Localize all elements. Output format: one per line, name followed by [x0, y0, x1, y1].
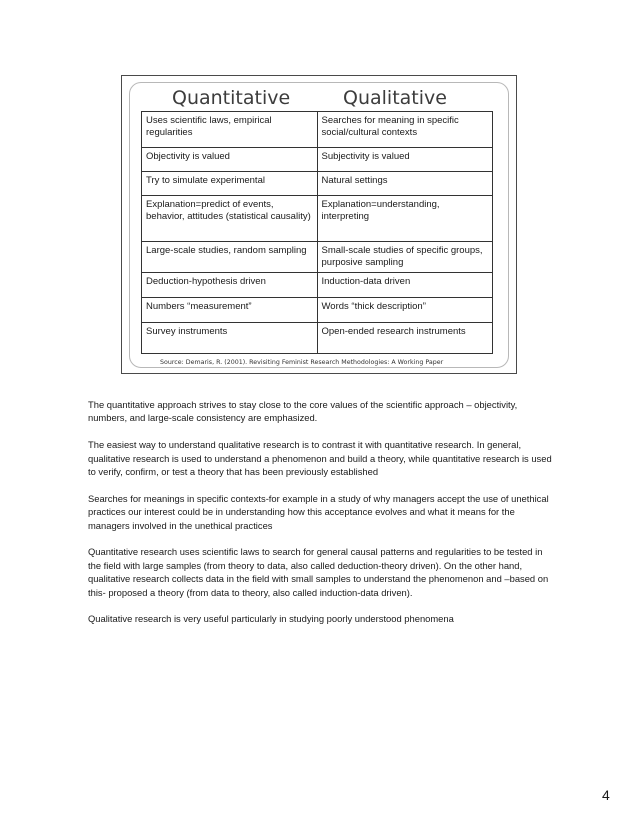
qualitative-cell: Small-scale studies of specific groups, purposive sampling	[317, 242, 493, 273]
table-row	[142, 112, 493, 148]
table-row	[142, 148, 493, 172]
table-row	[142, 323, 493, 354]
page-number: 4	[602, 787, 610, 803]
slide-title-qualitative: Qualitative	[343, 87, 447, 109]
qualitative-cell: Induction-data driven	[317, 273, 493, 298]
quantitative-cell: Numbers “measurement”	[142, 298, 318, 323]
quantitative-cell: Survey instruments	[142, 323, 318, 354]
paragraph: Quantitative research uses scientific laws to search for general causal patterns and regularities to be tested in the field with large samples (from theory to data, also called deduction-theory driven). On the other hand, qualitative research collects data in the field with small samples to understand the phenomenon and –based on this- proposed a theory (from data to theory, also called induction-data driven).	[88, 546, 549, 598]
slide-title-quantitative: Quantitative	[172, 87, 291, 109]
table-row	[142, 242, 493, 273]
qualitative-cell: Natural settings	[317, 172, 493, 196]
quantitative-cell: Objectivity is valued	[142, 148, 318, 172]
table-row	[142, 172, 493, 196]
paragraph: The quantitative approach strives to stay close to the core values of the scientific approach – objectivity, numbers, and large-scale consistency are emphasized.	[88, 399, 518, 424]
quantitative-cell: Uses scientific laws, empirical regularities	[142, 112, 318, 148]
quantitative-cell: Explanation=predict of events, behavior, attitudes (statistical causality)	[142, 196, 318, 242]
comparison-table	[141, 111, 493, 354]
source-citation: Source: Demaris, R. (2001). Revisiting Feminist Research Methodologies: A Working Paper	[160, 359, 444, 366]
qualitative-cell: Searches for meaning in specific social/cultural contexts	[317, 112, 493, 148]
qualitative-cell: Subjectivity is valued	[317, 148, 493, 172]
quantitative-cell: Deduction-hypothesis driven	[142, 273, 318, 298]
qualitative-cell: Open-ended research instruments	[317, 323, 493, 354]
paragraph: Qualitative research is very useful particularly in studying poorly understood phenomena	[88, 613, 454, 625]
quantitative-cell: Try to simulate experimental	[142, 172, 318, 196]
table-row	[142, 273, 493, 298]
table-row	[142, 196, 493, 242]
paragraph: The easiest way to understand qualitative research is to contrast it with quantitative research. In general, qualitative research is used to understand a phenomenon and build a theory, while quantitative research is used to verify, confirm, or test a theory that has been previously established	[88, 439, 552, 478]
quantitative-cell: Large-scale studies, random sampling	[142, 242, 318, 273]
paragraph: Searches for meanings in specific contexts-for example in a study of why managers accept the use of unethical practices our interest could be in understanding how this acceptance evolves and what it means for the managers involved in the unethical practices	[88, 492, 549, 531]
table-row	[142, 298, 493, 323]
qualitative-cell: Words “thick description”	[317, 298, 493, 323]
qualitative-cell: Explanation=understanding, interpreting	[317, 196, 493, 242]
body-text	[88, 398, 558, 639]
